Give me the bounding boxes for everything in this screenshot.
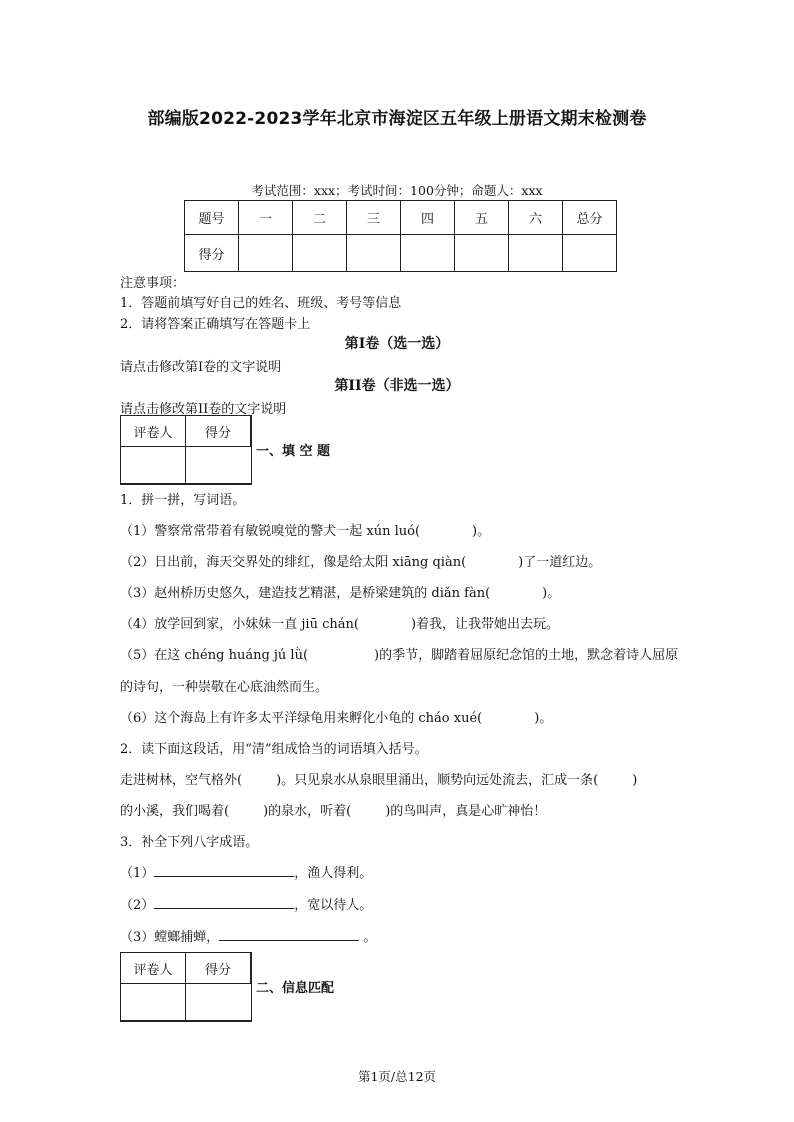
q3-item — [120, 862, 372, 881]
score-table-score-row — [185, 235, 617, 272]
q1-item — [120, 551, 601, 570]
q2-line — [120, 769, 637, 788]
part1-desc[interactable]: 请点击修改第I卷的文字说明 — [120, 360, 282, 375]
answer-underline[interactable] — [154, 864, 294, 877]
q1-item — [120, 707, 552, 726]
q3-text: （2） — [120, 898, 155, 913]
grader-reviewer-label: 评卷人 — [121, 416, 186, 447]
q2-text: ) — [632, 773, 638, 788]
q1-item — [120, 520, 490, 539]
q3-text: （3）螳螂捕蝉， — [120, 930, 220, 945]
score-header-cell: 四 — [401, 201, 455, 235]
q1-item-text: )。 — [534, 711, 553, 726]
q2-text: )。只见泉水从泉眼里涌出，顺势向远处流去，汇成一条( — [276, 773, 599, 788]
grader-score-cell[interactable] — [186, 447, 252, 485]
q1-item — [120, 582, 560, 601]
q1-item-text: )。 — [472, 524, 491, 539]
q1-item-text: （4）放学回到家，小妹妹一直 jiū chán( — [120, 617, 359, 632]
section1-heading: 一、填 空 题 — [256, 444, 331, 459]
q3-stem: 3．补全下列八字成语。 — [120, 835, 259, 850]
q2-text: 的小溪，我们喝着( — [120, 804, 230, 819]
notes-label: 注意事项： — [120, 276, 186, 291]
q2-text: )的鸟叫声，真是心旷神怡！ — [385, 804, 547, 819]
part2-desc[interactable]: 请点击修改第II卷的文字说明 — [120, 402, 287, 417]
score-header-cell: 六 — [509, 201, 563, 235]
note-item: 2．请将答案正确填写在答题卡上 — [120, 317, 311, 332]
score-cell[interactable] — [509, 235, 563, 272]
q1-item-text: )了一道红边。 — [518, 555, 602, 570]
note-item: 1．答题前填写好自己的姓名、班级、考号等信息 — [120, 296, 402, 311]
q1-item-text: （1）警察常常带着有敏锐嗅觉的警犬一起 xún luó( — [120, 524, 421, 539]
q3-text: （1） — [120, 866, 155, 881]
q1-item-text: （5）在这 chéng huáng jú lǜ( — [120, 648, 309, 663]
score-cell[interactable] — [401, 235, 455, 272]
exam-meta: 考试范围：xxx；考试时间：100分钟；命题人：xxx — [251, 183, 543, 198]
grader-reviewer-cell[interactable] — [121, 447, 186, 485]
q3-text: ，渔人得利。 — [294, 866, 373, 881]
q3-item — [120, 926, 376, 945]
answer-underline[interactable] — [219, 928, 359, 941]
score-row-label: 得分 — [185, 235, 239, 272]
q2-line — [120, 800, 546, 819]
q1-item — [120, 613, 559, 632]
score-table — [184, 200, 617, 272]
q1-stem: 1．拼一拼，写词语。 — [120, 493, 246, 508]
score-header-cell: 题号 — [185, 201, 239, 235]
q1-item-text: （6）这个海岛上有许多太平洋绿龟用来孵化小龟的 cháo xué( — [120, 711, 483, 726]
score-header-cell: 一 — [239, 201, 293, 235]
q1-item-continued: 的诗句，一种崇敬在心底油然而生。 — [120, 680, 329, 695]
score-header-cell: 总分 — [563, 201, 617, 235]
grader-score-cell[interactable] — [186, 984, 252, 1022]
section2-heading: 二、信息匹配 — [256, 981, 335, 996]
page-footer: 第1页/总12页 — [357, 1069, 437, 1084]
score-header-cell: 三 — [347, 201, 401, 235]
q1-item — [120, 644, 678, 663]
q3-text: ，宽以待人。 — [294, 898, 373, 913]
score-cell[interactable] — [455, 235, 509, 272]
q2-text: )的泉水，听着( — [263, 804, 352, 819]
grader-box-1 — [120, 415, 252, 485]
q3-item — [120, 894, 372, 913]
score-cell[interactable] — [293, 235, 347, 272]
q3-text: 。 — [359, 930, 377, 945]
grader-reviewer-cell[interactable] — [121, 984, 186, 1022]
grader-box-2 — [120, 952, 252, 1022]
page-title: 部编版2022-2023学年北京市海淀区五年级上册语文期末检测卷 — [147, 109, 647, 129]
grader-score-label: 得分 — [186, 953, 252, 984]
part1-title: 第I卷（选一选） — [344, 336, 450, 352]
score-header-cell: 二 — [293, 201, 347, 235]
q1-item-text: )着我，让我带她出去玩。 — [410, 617, 560, 632]
score-table-header-row — [185, 201, 617, 235]
grader-score-label: 得分 — [186, 416, 252, 447]
q1-item-text: )的季节，脚踏着屈原纪念馆的土地，默念着诗人屈原 — [374, 648, 679, 663]
score-cell[interactable] — [347, 235, 401, 272]
part2-title: 第II卷（非选一选） — [334, 378, 460, 394]
q2-text: 走进树林，空气格外( — [120, 773, 243, 788]
grader-reviewer-label: 评卷人 — [121, 953, 186, 984]
q2-stem: 2．读下面这段话，用“清”组成恰当的词语填入括号。 — [120, 742, 428, 757]
q1-item-text: （2）日出前，海天交界处的绯红，像是给太阳 xiāng qiàn( — [120, 555, 467, 570]
q1-item-text: （3）赵州桥历史悠久，建造技艺精湛，是桥梁建筑的 diǎn fàn( — [120, 586, 491, 601]
q1-item-text: )。 — [542, 586, 561, 601]
score-cell[interactable] — [563, 235, 617, 272]
answer-underline[interactable] — [154, 896, 294, 909]
score-header-cell: 五 — [455, 201, 509, 235]
score-cell[interactable] — [239, 235, 293, 272]
